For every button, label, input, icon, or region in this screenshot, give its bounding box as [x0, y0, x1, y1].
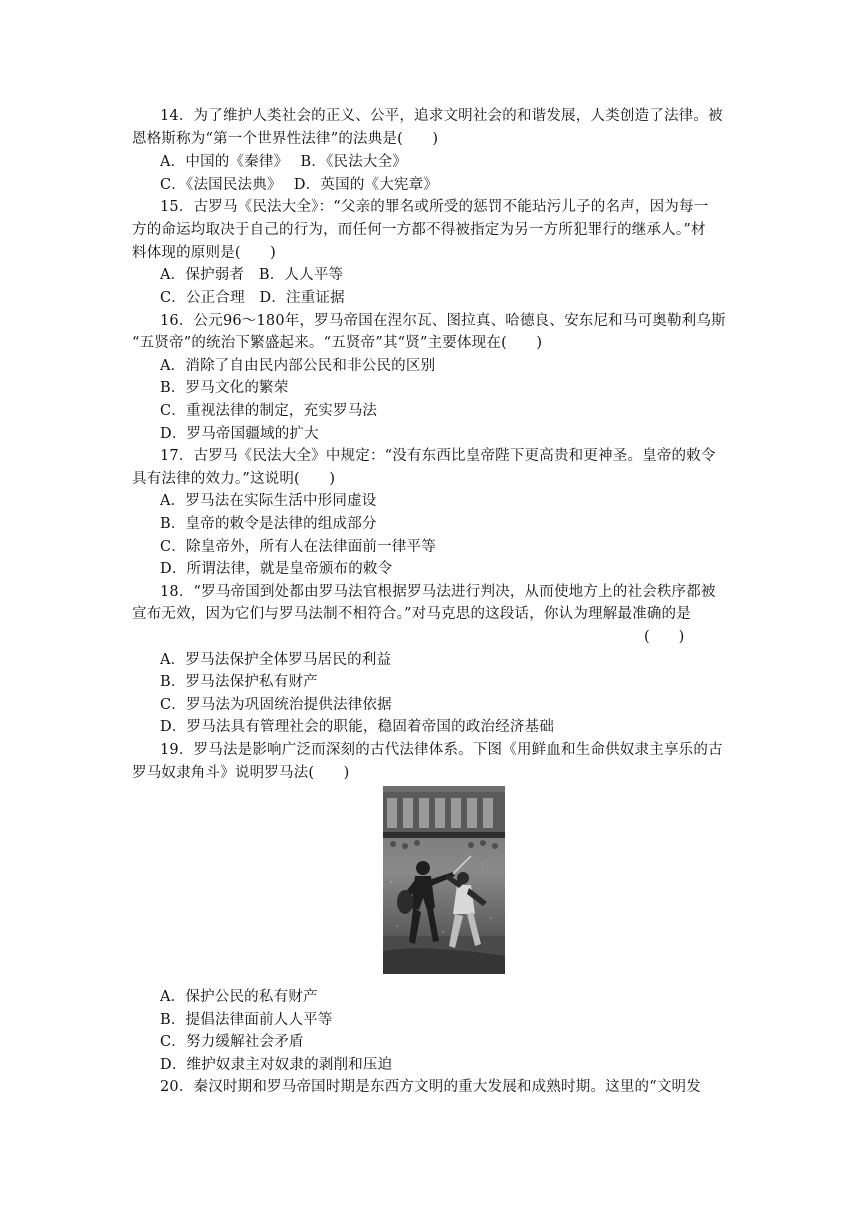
q18-option-c: C．罗马法为巩固统治提供法律依据 [160, 697, 392, 713]
q15-stem-line-2: 方的命运均取决于自己的行为，而任何一方都不得被指定为另一方所犯罪行的继承人。”材 [132, 222, 706, 238]
q19-stem-line-1: 19．罗马法是影响广泛而深刻的古代法律体系。下图《用鲜血和生命供奴隶主享乐的古 [160, 742, 723, 758]
q18-option-d: D．罗马法具有管理社会的职能，稳固着帝国的政治经济基础 [160, 719, 555, 735]
q15-option-line-1: A．保护弱者 B．人人平等 [160, 267, 344, 283]
q18-stem-line-1: 18．“罗马帝国到处都由罗马法官根据罗马法进行判决，从而使地方上的社会秩序都被 [160, 584, 716, 600]
q14-option-line-1: A．中国的《秦律》 B．《民法大全》 [160, 154, 408, 170]
q20-stem-line-1: 20．秦汉时期和罗马帝国时期是东西方文明的重大发展和成熟时期。这里的“文明发 [160, 1079, 701, 1095]
q17-option-c: C．除皇帝外，所有人在法律面前一律平等 [160, 539, 436, 555]
q16-option-c: C．重视法律的制定，充实罗马法 [160, 403, 378, 419]
q16-stem-line-1: 16．公元96～180年，罗马帝国在涅尔瓦、图拉真、哈德良、安东尼和马可奥勒利乌斯 [160, 313, 726, 329]
q16-option-d: D．罗马帝国疆域的扩大 [160, 426, 319, 442]
q17-option-a: A．罗马法在实际生活中形同虚设 [160, 493, 377, 509]
q19-stem-line-2: 罗马奴隶角斗》说明罗马法( ) [132, 765, 350, 781]
q17-option-d: D．所谓法律，就是皇帝颁布的敕令 [160, 561, 393, 577]
q16-option-b: B．罗马文化的繁荣 [160, 380, 289, 396]
q14-stem-line-1: 14．为了维护人类社会的正义、公平，追求文明社会的和谐发展，人类创造了法律。被 [160, 108, 723, 124]
q19-option-d: D．维护奴隶主对奴隶的剥削和压迫 [160, 1057, 393, 1073]
q14-stem-line-2: 恩格斯称为“第一个世界性法律”的法典是( ) [132, 131, 439, 147]
q15-stem-line-3: 料体现的原则是( ) [132, 245, 277, 261]
q18-option-b: B．罗马法保护私有财产 [160, 674, 318, 690]
q18-option-a: A．罗马法保护全体罗马居民的利益 [160, 652, 392, 668]
q19-option-a: A．保护公民的私有财产 [160, 989, 318, 1005]
q18-answer-paren: ( ) [644, 629, 685, 645]
q17-stem-line-1: 17．古罗马《民法大全》中规定：“没有东西比皇帝陛下更高贵和更神圣。皇帝的敕令 [160, 448, 716, 464]
q15-option-line-2: C．公正合理 D．注重证据 [160, 290, 345, 306]
q18-stem-line-2: 宣布无效，因为它们与罗马法制不相符合。”对马克思的这段话，你认为理解最准确的是 [132, 606, 691, 622]
gladiator-illustration [383, 786, 505, 974]
q19-option-c: C．努力缓解社会矛盾 [160, 1034, 304, 1050]
q17-stem-line-2: 具有法律的效力。”这说明( ) [132, 471, 336, 487]
q14-option-line-2: C．《法国民法典》 D．英国的《大宪章》 [160, 177, 439, 193]
q19-option-b: B．提倡法律面前人人平等 [160, 1012, 333, 1028]
q16-stem-line-2: “五贤帝”的统治下繁盛起来。“五贤帝”其“贤”主要体现在( ) [132, 335, 543, 351]
q15-stem-line-1: 15．古罗马《民法大全》：“父亲的罪名或所受的惩罚不能玷污儿子的名声，因为每一 [160, 199, 709, 215]
q16-option-a: A．消除了自由民内部公民和非公民的区别 [160, 358, 436, 374]
q17-option-b: B．皇帝的敕令是法律的组成部分 [160, 516, 377, 532]
